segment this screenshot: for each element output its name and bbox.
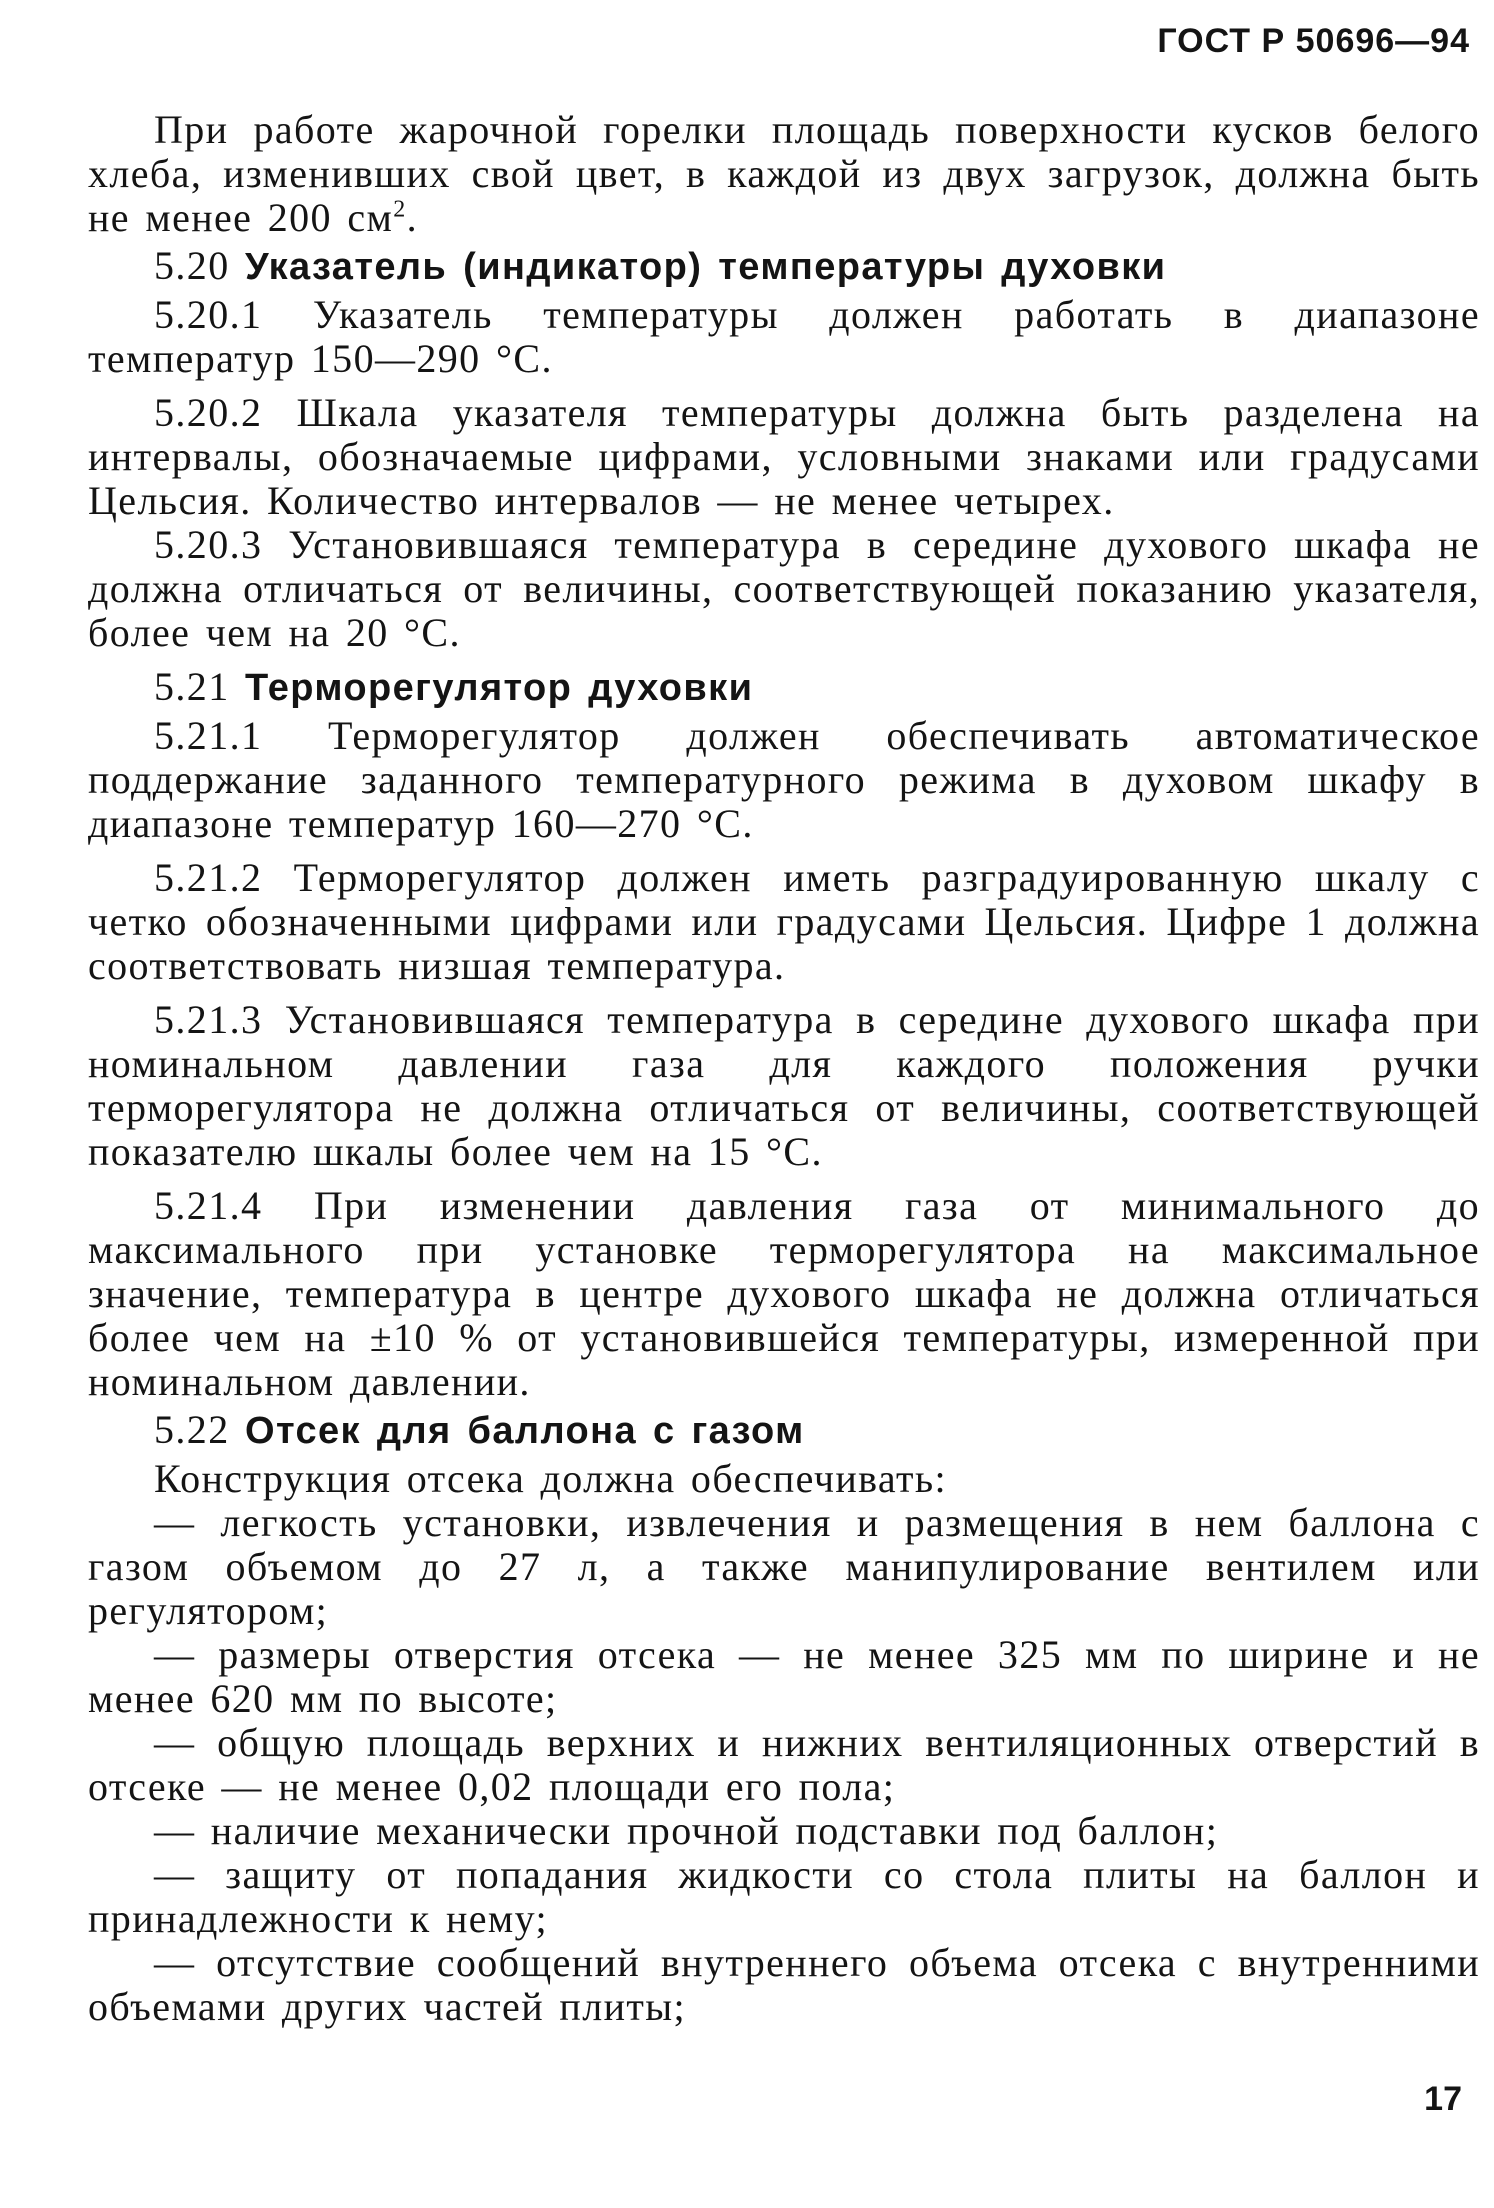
list-item: — защиту от попадания жидкости со стола плиты на баллон и принадлежности к нему;	[88, 1852, 1480, 1941]
section-number: 5.21	[154, 664, 230, 709]
paragraph-5-20-2: 5.20.2 Шкала указателя температуры должна быть разделена на интервалы, обозначаемые цифрами, условными знаками или градусами Цельсия. Количество интервалов — не менее четырех.	[88, 390, 1480, 523]
section-heading-5-20	[88, 244, 1480, 289]
section-number: 5.20	[154, 243, 230, 288]
paragraph-5-21-1: 5.21.1 Терморегулятор должен обеспечивать автоматическое поддержание заданного температурного режима в духовом шкафу в диапазоне температур 160—270 °С.	[88, 713, 1480, 846]
paragraph-5-21-3: 5.21.3 Установившаяся температура в середине духового шкафа при номинальном давлении газа для каждого положения ручки терморегулятора не должна отличаться от величины, соответствующей показателю шкалы более чем на 15 °С.	[88, 997, 1480, 1174]
list-item: — общую площадь верхних и нижних вентиляционных отверстий в отсеке — не менее 0,02 площади его пола;	[88, 1720, 1480, 1809]
paragraph-5-20-3: 5.20.3 Установившаяся температура в середине духового шкафа не должна отличаться от величины, соответствующей показанию указателя, более чем на 20 °С.	[88, 522, 1480, 655]
list-item: — размеры отверстия отсека — не менее 325 мм по ширине и не менее 620 мм по высоте;	[88, 1632, 1480, 1721]
superscript-2: 2	[393, 196, 407, 223]
document-body	[88, 108, 1480, 2029]
paragraph-5-21-4: 5.21.4 При изменении давления газа от минимального до максимального при установке терморегулятора на максимальное значение, температура в центре духового шкафа не должна отличаться более чем на ±10 % от установившейся температуры, измеренной при номинальном давлении.	[88, 1183, 1480, 1404]
intro-text: При работе жарочной горелки площадь поверхности кусков белого хлеба, изменивших свой цвет, в каждой из двух загрузок, должна быть не менее 200 см	[88, 107, 1480, 240]
section-number: 5.22	[154, 1407, 230, 1452]
section-title: Указатель (индикатор) температуры духовки	[245, 246, 1167, 288]
page-number: 17	[1424, 2080, 1462, 2118]
paragraph-5-22-intro: Конструкция отсека должна обеспечивать:	[154, 1456, 948, 1501]
paragraph-5-21-2: 5.21.2 Терморегулятор должен иметь разградуированную шкалу с четко обозначенными цифрами или градусами Цельсия. Цифре 1 должна соответствовать низшая температура.	[88, 855, 1480, 988]
section-heading-5-22	[88, 1408, 1480, 1453]
section-heading-5-21	[88, 665, 1480, 710]
list-item: — отсутствие сообщений внутреннего объема отсека с внутренними объемами других частей плиты;	[88, 1940, 1480, 2029]
list-item: — наличие механически прочной подставки под баллон;	[154, 1808, 1219, 1853]
section-title: Терморегулятор духовки	[245, 667, 754, 709]
list-item: — легкость установки, извлечения и размещения в нем баллона с газом объемом до 27 л, а также манипулирование вентилем или регулятором;	[88, 1500, 1480, 1633]
section-title: Отсек для баллона с газом	[245, 1410, 805, 1452]
paragraph-intro	[88, 108, 1480, 240]
paragraph-5-20-1: 5.20.1 Указатель температуры должен работать в диапазоне температур 150—290 °С.	[88, 292, 1480, 381]
intro-tail: .	[406, 195, 419, 240]
page-header-doc-code: ГОСТ Р 50696—94	[1157, 22, 1470, 60]
